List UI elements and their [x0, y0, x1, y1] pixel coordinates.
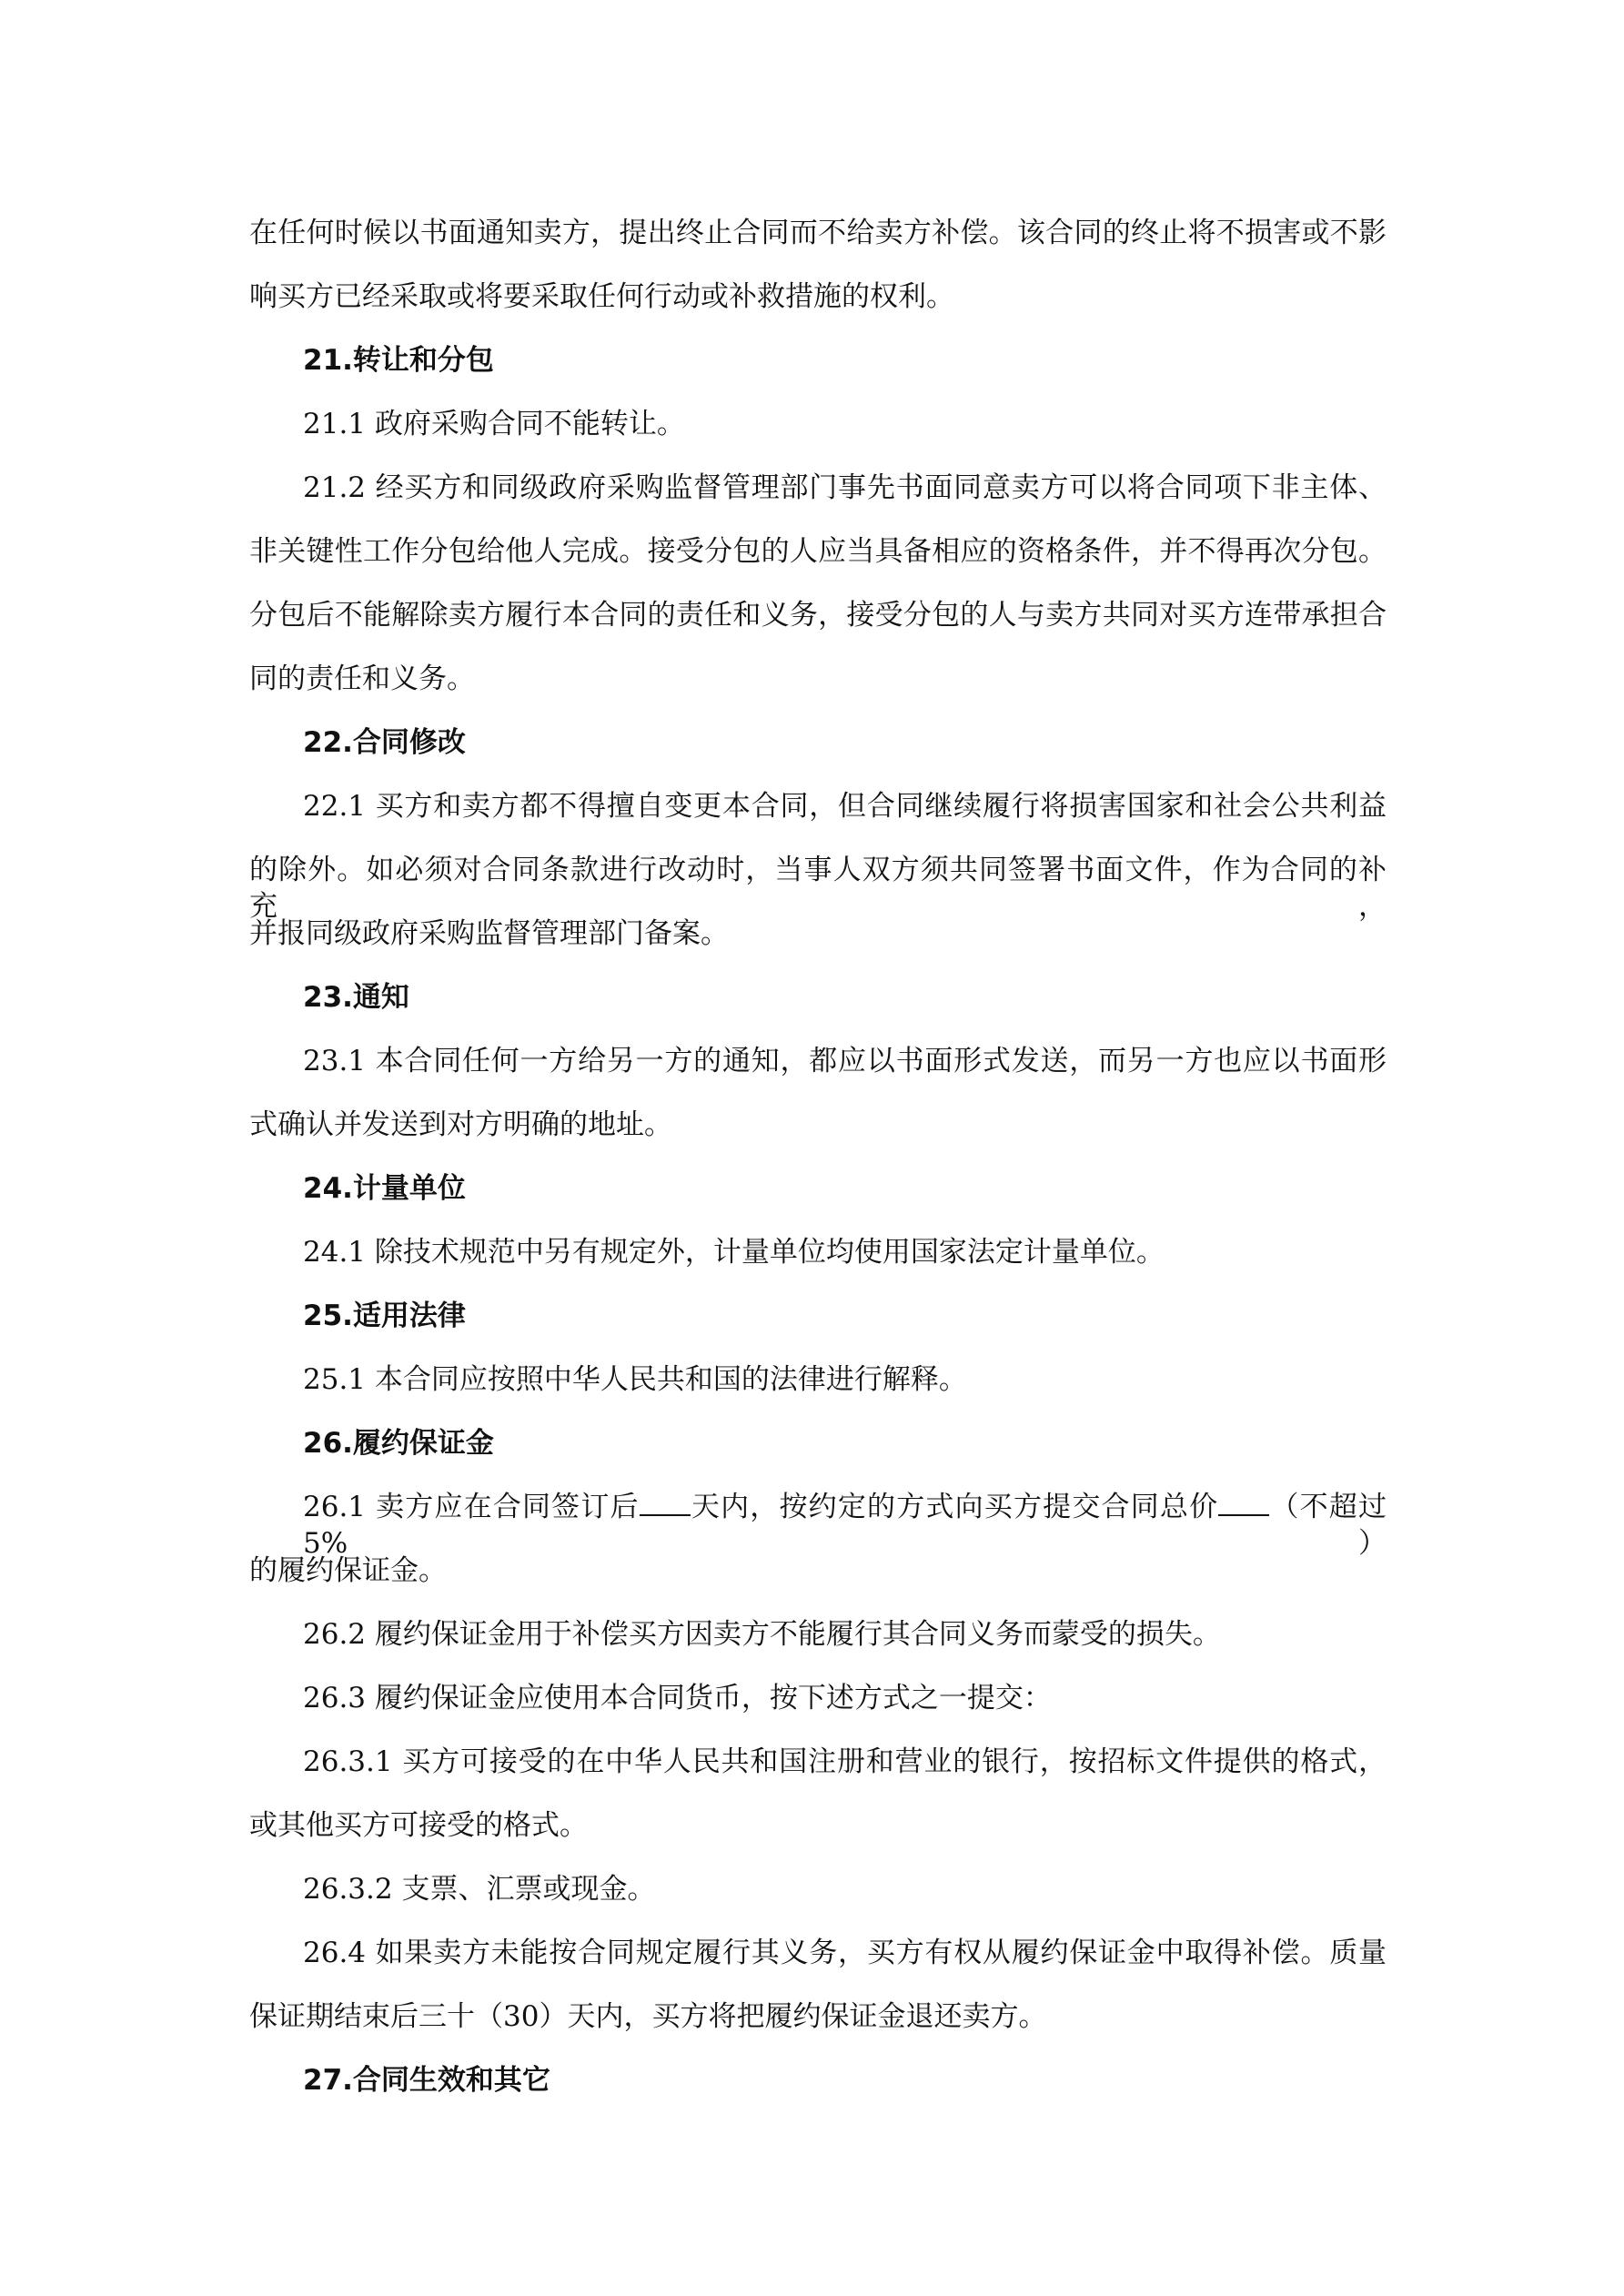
paragraph-line: 保证期结束后三十（30）天内，买方将把履约保证金退还卖方。 — [249, 2000, 1047, 2033]
clause-text: 天内，按约定的方式向买方提交合同总价 — [690, 1491, 1219, 1523]
paragraph-line: 26.3.2 支票、汇票或现金。 — [303, 1873, 656, 1906]
paragraph-line: 26.3.1 买方可接受的在中华人民共和国注册和营业的银行，按招标文件提供的格式， — [303, 1745, 1387, 1778]
paragraph-line: 或其他买方可接受的格式。 — [249, 1809, 588, 1842]
section-heading-21: 21.转让和分包 — [303, 344, 494, 377]
clause-text: 26.1 卖方应在合同签订后 — [303, 1491, 640, 1523]
paragraph-line: 26.2 履约保证金用于补偿买方因卖方不能履行其合同义务而蒙受的损失。 — [303, 1618, 1221, 1651]
section-heading-26: 26.履约保证金 — [303, 1427, 494, 1460]
paragraph-line: 26.4 如果卖方未能按合同规定履行其义务，买方有权从履约保证金中取得补偿。质量 — [303, 1937, 1387, 1969]
clause-text: （不超过 5%） — [303, 1491, 1387, 1560]
paragraph-line: 同的责任和义务。 — [249, 663, 475, 695]
paragraph-line: 在任何时候以书面通知卖方，提出终止合同而不给卖方补偿。该合同的终止将不损害或不影 — [249, 217, 1387, 249]
paragraph-line: 21.2 经买方和同级政府采购监督管理部门事先书面同意卖方可以将合同项下非主体、 — [303, 471, 1387, 504]
paragraph-line: 非关键性工作分包给他人完成。接受分包的人应当具备相应的资格条件，并不得再次分包。 — [249, 535, 1387, 568]
section-heading-25: 25.适用法律 — [303, 1300, 466, 1332]
section-heading-22: 22.合同修改 — [303, 726, 466, 759]
paragraph-line: 响买方已经采取或将要采取任何行动或补救措施的权利。 — [249, 280, 954, 313]
paragraph-line: 并报同级政府采购监督管理部门备案。 — [249, 917, 729, 950]
section-heading-24: 24.计量单位 — [303, 1172, 466, 1205]
blank-percent-field — [1218, 1491, 1269, 1516]
paragraph-line: 的除外。如必须对合同条款进行改动时，当事人双方须共同签署书面文件，作为合同的补充， — [249, 854, 1387, 923]
paragraph-line: 24.1 除技术规范中另有规定外，计量单位均使用国家法定计量单位。 — [303, 1236, 1165, 1269]
paragraph-line: 21.1 政府采购合同不能转让。 — [303, 408, 685, 440]
paragraph-line: 25.1 本合同应按照中华人民共和国的法律进行解释。 — [303, 1363, 967, 1396]
section-heading-27: 27.合同生效和其它 — [303, 2064, 550, 2097]
clause-26-1-line — [303, 1489, 1387, 1560]
paragraph-line: 26.3 履约保证金应使用本合同货币，按下述方式之一提交： — [303, 1682, 1052, 1714]
paragraph-line: 分包后不能解除卖方履行本合同的责任和义务，接受分包的人与卖方共同对买方连带承担合 — [249, 599, 1387, 632]
paragraph-line: 23.1 本合同任何一方给另一方的通知，都应以书面形式发送，而另一方也应以书面形 — [303, 1045, 1387, 1077]
section-heading-23: 23.通知 — [303, 981, 409, 1014]
paragraph-line: 的履约保证金。 — [249, 1554, 447, 1587]
blank-days-field — [640, 1491, 691, 1516]
paragraph-line: 式确认并发送到对方明确的地址。 — [249, 1108, 672, 1141]
paragraph-line: 22.1 买方和卖方都不得擅自变更本合同，但合同继续履行将损害国家和社会公共利益 — [303, 790, 1387, 823]
